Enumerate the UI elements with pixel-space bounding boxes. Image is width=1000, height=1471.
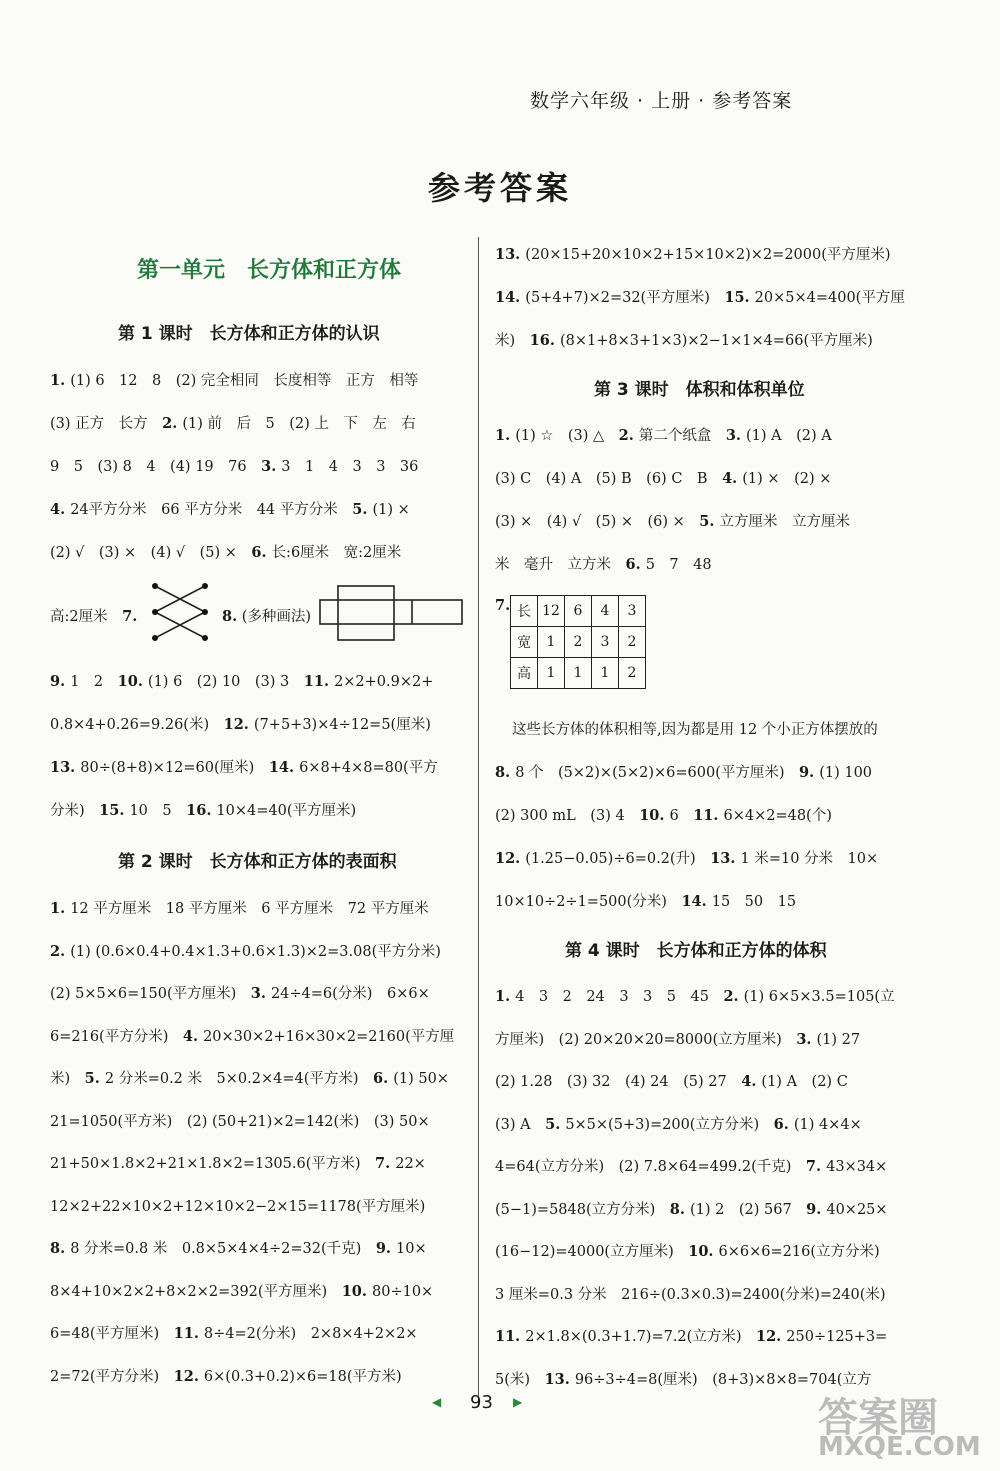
question-number: 1. (495, 427, 516, 444)
answer-text: 24平方分米 66 平方分米 44 平方分米 (70, 502, 353, 518)
answer-text: 1 2 (70, 674, 118, 690)
answer-line (495, 1113, 862, 1134)
next-arrow-icon: ▶ (513, 1395, 523, 1409)
table-row (511, 658, 646, 689)
table-cell: 2 (619, 627, 646, 658)
question-number: 6. (773, 1115, 794, 1133)
answer-text: 80÷10× (372, 1283, 434, 1300)
question-number: 5. (352, 501, 373, 518)
table-cell: 3 (619, 596, 646, 627)
table-row (511, 596, 646, 627)
answer-text: (16−12)=4000(立方厘米) (495, 1244, 689, 1260)
question-number: 1. (495, 988, 516, 1005)
answer-line (50, 541, 401, 562)
answer-text: 4 3 2 24 3 3 5 45 (515, 989, 724, 1005)
answer-text: 40×25× (826, 1201, 888, 1218)
row-header-cell: 长 (511, 596, 538, 627)
question-number: 11. (303, 673, 335, 690)
answer-line (50, 1025, 454, 1046)
answer-text: (1) × (2) × (742, 471, 832, 487)
question-number: 14. (495, 289, 526, 306)
answer-text: 8÷4=2(分米) 2×8×4+2×2× (203, 1326, 418, 1342)
answer-line (495, 1155, 887, 1176)
question-number: 16. (529, 332, 560, 349)
answer-line (495, 424, 832, 445)
answer-text: (2) 1.28 (3) 32 (4) 24 (5) 27 (495, 1074, 742, 1090)
answer-text: 4=64(立方分米) (2) 7.8×64=499.2(千克) (495, 1159, 806, 1175)
question-number: 12. (495, 850, 526, 867)
answer-text: 10 5 (129, 803, 187, 819)
q8-label (222, 605, 311, 626)
answer-text: 分米) (50, 803, 100, 819)
answer-text: 2×2+0.9×2+ (334, 674, 434, 690)
answer-line (495, 286, 905, 307)
answer-line (495, 510, 850, 531)
question-number: 9. (375, 1240, 397, 1257)
answer-line (50, 799, 356, 820)
answer-line (495, 243, 891, 264)
table-cell: 2 (619, 658, 646, 689)
answer-text: (2) √ (3) × (4) √ (5) × (50, 545, 252, 561)
prev-arrow-icon: ◀ (432, 1395, 442, 1409)
answer-text: (3) 正方 长方 (50, 416, 163, 432)
answer-text: (1) (0.6×0.4+0.4×1.3+0.6×1.3)×2=3.08(平方分米) (70, 943, 441, 960)
answer-text: 第二个纸盒 (638, 428, 726, 444)
question-number: 8. (495, 764, 516, 781)
answer-text: 米) (50, 1071, 85, 1087)
table-cell: 12 (538, 596, 565, 627)
question-number: 11. (495, 1328, 526, 1345)
answer-line (50, 369, 418, 390)
table-cell: 4 (592, 596, 619, 627)
unit-heading: 第一单元 长方体和正方体 (137, 258, 402, 283)
answer-text: 米 毫升 立方米 (495, 557, 626, 573)
answer-line (50, 1237, 427, 1258)
answer-line (495, 1198, 888, 1219)
table-row (511, 627, 646, 658)
volume-note: 这些长方体的体积相等,因为都是用 12 个小正方体摆放的 (512, 722, 878, 738)
answer-line (495, 1368, 871, 1389)
dimension-table (510, 595, 646, 689)
answer-text: 20×5×4=400(平方厘 (754, 290, 905, 306)
answer-text: 96÷3÷4=8(厘米) (8+3)×8×8=704(立方 (574, 1371, 872, 1388)
answer-text: (1) 4×4× (793, 1116, 862, 1133)
answer-line (495, 329, 873, 350)
question-number: 9. (806, 1200, 827, 1218)
answer-text: 6=216(平方分米) (50, 1028, 183, 1045)
answer-text: (3) C (4) A (5) B (6) C B (495, 471, 723, 487)
question-number: 5. (84, 1070, 105, 1087)
answer-text: 6×(0.3+0.2)×6=18(平方米) (203, 1368, 402, 1385)
question-number: 12. (173, 1367, 204, 1385)
answer-text: (1) A (2) A (746, 428, 832, 444)
answer-text: (3) × (4) √ (5) × (6) × (495, 514, 700, 530)
answer-line (50, 897, 429, 918)
lesson4-title: 第 4 课时 长方体和正方体的体积 (565, 941, 827, 961)
q7-row (50, 605, 137, 626)
answer-text: 米) (495, 333, 530, 349)
lesson1-title: 第 1 课时 长方体和正方体的认识 (118, 324, 380, 344)
running-header: 数学六年级 · 上册 · 参考答案 (530, 90, 793, 112)
question-number: 7. (375, 1155, 396, 1172)
answer-line (495, 761, 872, 782)
table-cell: 6 (565, 596, 592, 627)
lesson3-title: 第 3 课时 体积和体积单位 (594, 380, 805, 400)
answer-text: 43×34× (826, 1159, 888, 1175)
table-cell: 1 (592, 658, 619, 689)
answer-text: 方厘米) (2) 20×20×20=8000(立方厘米) (495, 1031, 797, 1048)
answer-text: 3 1 4 3 3 36 (281, 459, 419, 475)
cuboid-net-diagram (318, 578, 468, 648)
watermark-logo: 答案圈 (818, 1395, 938, 1441)
page-number: 93 (470, 1392, 493, 1413)
answer-line (50, 940, 441, 961)
answer-text: 3 厘米=0.3 分米 216÷(0.3×0.3)=2400(分米)=240(米) (495, 1286, 886, 1303)
answer-text: (1) 27 (816, 1031, 861, 1048)
question-number: 10. (639, 807, 670, 824)
answer-text: 22× (395, 1156, 426, 1172)
answer-text: 5(米) (495, 1371, 545, 1388)
question-number: 2. (50, 942, 71, 960)
answer-line (50, 1110, 430, 1131)
answer-text: 24÷4=6(分米) 6×6× (270, 986, 430, 1002)
answer-text: (1) 6 12 8 (2) 完全相同 长度相等 正方 相等 (70, 373, 419, 389)
question-number: 13. (710, 850, 741, 867)
answer-text: 8 分米=0.8 米 0.8×5×4×4÷2=32(千克) (70, 1241, 376, 1257)
answer-text: 80÷(8+8)×12=60(厘米) (80, 760, 269, 776)
answer-line (50, 982, 430, 1003)
answer-text: (2) 300 mL (3) 4 (495, 808, 640, 824)
lesson2-title: 第 2 课时 长方体和正方体的表面积 (118, 852, 397, 872)
answer-text: 250÷125+3= (786, 1329, 888, 1345)
answer-text: (3) A (495, 1116, 546, 1133)
answer-text: 21+50×1.8×2+21×1.8×2=1305.6(平方米) (50, 1156, 376, 1172)
answer-text: 2=72(平方分米) (50, 1368, 174, 1385)
answer-line (50, 713, 431, 734)
table-cell: 1 (538, 658, 565, 689)
question-number: 1. (50, 372, 71, 389)
answer-line (50, 1195, 425, 1216)
answer-text: 6×6×6=216(立方分米) (718, 1244, 880, 1260)
question-number: 3. (725, 427, 747, 444)
answer-text: 6 (669, 808, 694, 824)
table-cell: 3 (592, 627, 619, 658)
question-number: 10. (341, 1282, 372, 1300)
answer-text: 12×2+22×10×2+12×10×2−2×15=1178(平方厘米) (50, 1198, 426, 1215)
question-number: 3. (796, 1030, 817, 1048)
answer-text: (1) A (2) C (761, 1074, 848, 1090)
answer-text: (1) 前 后 5 (2) 上 下 左 右 (182, 416, 416, 432)
q6-continuation: 高:2厘米 (50, 609, 123, 625)
page-title: 参考答案 (427, 169, 572, 207)
question-number: 5. (699, 513, 720, 530)
question-number: 2. (162, 415, 183, 432)
q8-note: (多种画法) (241, 609, 312, 625)
answer-text: (7+5+3)×4÷12=5(厘米) (253, 717, 431, 733)
answer-text: 5×5×(5+3)=200(立方分米) (565, 1116, 774, 1133)
answer-line (50, 1152, 426, 1173)
answer-line (50, 1280, 433, 1301)
column-divider (478, 237, 479, 1407)
question-number: 6. (625, 556, 646, 573)
answer-text: 21=1050(平方米) (2) (50+21)×2=142(米) (3) 50× (50, 1113, 430, 1130)
row-header-cell: 宽 (511, 627, 538, 658)
answer-text: (1) × (372, 502, 410, 518)
question-number: 14. (681, 893, 712, 910)
answer-text: 5 7 48 (645, 557, 712, 573)
question-number: 8. (669, 1200, 690, 1218)
answer-text: 10×4=40(平方厘米) (216, 803, 357, 819)
answer-text: (5+4+7)×2=32(平方厘米) (525, 290, 725, 306)
watermark-url: MXQE.COM (818, 1432, 981, 1462)
answer-text: (8×1+8×3+1×3)×2−1×1×4=66(平方厘米) (559, 333, 873, 349)
answer-text: 10× (396, 1241, 427, 1257)
question-number: 15. (99, 802, 130, 819)
q8-number: 8. (222, 608, 238, 625)
answer-line (50, 412, 416, 433)
q7-matching-diagram (143, 578, 215, 648)
answer-line (50, 670, 433, 691)
answer-text: 8 个 (5×2)×(5×2)×6=600(平方厘米) (515, 765, 800, 781)
answer-text: 0.8×4+0.26=9.26(米) (50, 717, 224, 733)
question-number: 1. (50, 900, 71, 917)
answer-text: (2) 5×5×6=150(平方厘米) (50, 986, 251, 1002)
answer-text: (5−1)=5848(立方分米) (495, 1201, 670, 1218)
q7-number: 7. (495, 597, 511, 614)
answer-text: 立方厘米 立方厘米 (719, 514, 850, 530)
question-number: 11. (173, 1325, 204, 1342)
answer-line (495, 1028, 860, 1049)
question-number: 4. (722, 470, 743, 487)
answer-text: 长:6厘米 宽:2厘米 (271, 545, 402, 561)
answer-text: (1) 6×5×3.5=105(立 (743, 989, 895, 1005)
answer-line (495, 1325, 887, 1346)
question-number: 16. (186, 802, 217, 819)
answer-text: (1) 50× (393, 1071, 449, 1087)
question-number: 9. (50, 673, 71, 690)
answer-line (495, 804, 832, 825)
answer-line (495, 1070, 848, 1091)
answer-line (50, 756, 438, 777)
question-number: 5. (545, 1115, 566, 1133)
question-number: 4. (182, 1027, 204, 1045)
answer-text: (1) 6 (2) 10 (3) 3 (147, 674, 304, 690)
answer-line (50, 498, 410, 519)
question-number: 12. (223, 716, 254, 733)
row-header-cell: 高 (511, 658, 538, 689)
question-number: 2. (723, 988, 744, 1005)
answer-text: 2×1.8×(0.3+1.7)=7.2(立方米) (525, 1329, 756, 1345)
question-number: 10. (117, 673, 148, 690)
question-number: 13. (544, 1370, 575, 1388)
answer-text: 6×4×2=48(个) (723, 808, 832, 824)
answer-text: 6×8+4×8=80(平方 (299, 760, 438, 776)
answer-text: 15 50 15 (711, 894, 797, 910)
answer-text: 2 分米=0.2 米 5×0.2×4=4(平方米) (104, 1071, 374, 1087)
question-number: 10. (688, 1243, 719, 1260)
question-number: 8. (50, 1240, 71, 1257)
answer-text: 8×4+10×2×2+8×2×2=392(平方厘米) (50, 1283, 342, 1300)
answer-text: 10×10÷2÷1=500(分米) (495, 894, 682, 910)
answer-text: 9 5 (3) 8 4 (4) 19 76 (50, 459, 262, 475)
question-number: 6. (251, 544, 272, 561)
question-number: 2. (618, 427, 639, 444)
question-number: 3. (250, 985, 271, 1002)
answer-line (50, 1365, 402, 1386)
question-number: 9. (799, 764, 820, 781)
answer-line (495, 1240, 880, 1261)
question-number: 3. (261, 458, 282, 475)
answer-line (50, 1067, 449, 1088)
question-number: 12. (755, 1328, 787, 1345)
answer-text: (1) 2 (2) 567 (689, 1201, 807, 1218)
answer-line (495, 1283, 886, 1304)
answer-line (495, 467, 831, 488)
q7-number: 7. (122, 608, 138, 625)
table-cell: 1 (538, 627, 565, 658)
question-number: 6. (373, 1070, 394, 1087)
answer-text: (1) ☆ (3) △ (515, 428, 619, 444)
question-number: 13. (50, 759, 81, 776)
answer-text: 12 平方厘米 18 平方厘米 6 平方厘米 72 平方厘米 (70, 901, 429, 917)
answer-line (50, 1322, 418, 1343)
question-number: 7. (805, 1158, 827, 1175)
answer-line (495, 553, 712, 574)
question-number: 4. (741, 1073, 762, 1090)
table-cell: 2 (565, 627, 592, 658)
answer-line (495, 985, 895, 1006)
question-number: 4. (50, 501, 71, 518)
answer-text: (1.25−0.05)÷6=0.2(升) (525, 851, 711, 867)
answer-text: 1 米=10 分米 10× (740, 851, 879, 867)
answer-line (495, 890, 796, 911)
q7-table-label (495, 597, 510, 614)
answer-text: (20×15+20×10×2+15×10×2)×2=2000(平方厘米) (525, 247, 891, 263)
table-cell: 1 (565, 658, 592, 689)
answer-line (50, 455, 418, 476)
answer-text: 20×30×2+16×30×2=2160(平方厘 (203, 1028, 455, 1045)
answer-text: (1) 100 (819, 765, 873, 781)
question-number: 15. (724, 289, 755, 306)
question-number: 13. (495, 246, 526, 263)
answer-text: 6=48(平方厘米) (50, 1326, 174, 1342)
question-number: 11. (693, 807, 724, 824)
answer-line (495, 847, 878, 868)
question-number: 14. (268, 759, 300, 776)
